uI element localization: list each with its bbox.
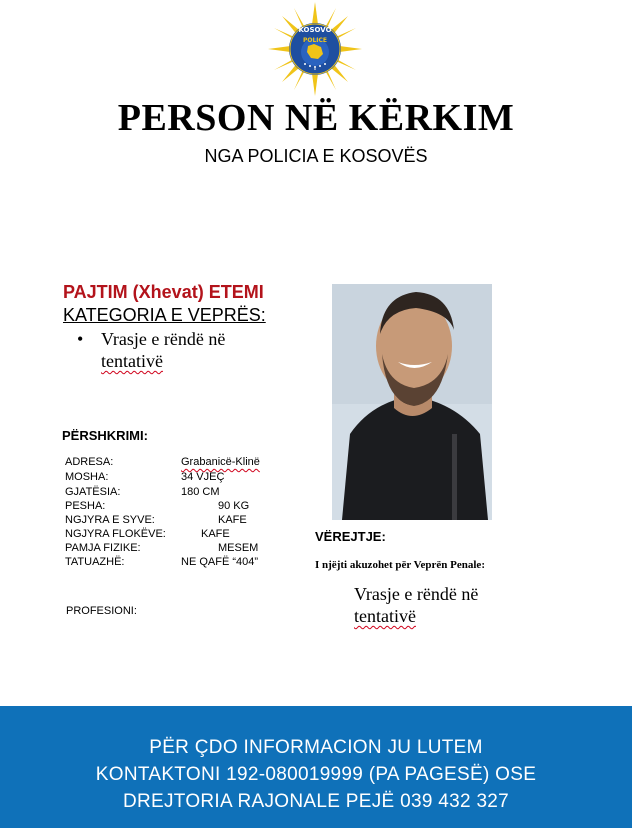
row-value: 34 VJEÇ — [181, 471, 225, 483]
row-label: NGJYRA FLOKËVE: — [65, 528, 166, 540]
row-value: NE QAFË “404” — [181, 556, 259, 568]
badge-mid-text: POLICE — [302, 37, 328, 44]
row-label: PAMJA FIZIKE: — [65, 542, 141, 554]
badge-top-text: KOSOVO — [298, 26, 332, 34]
person-name: PAJTIM (Xhevat) ETEMI — [63, 282, 264, 302]
profession-label: PROFESIONI: — [66, 605, 137, 617]
kosovo-police-badge-logo — [268, 2, 362, 96]
remarks-crime-line-1: Vrasje e rëndë në — [354, 584, 479, 604]
row-value: Grabanicë-Klinë — [181, 456, 260, 468]
suspect-photo — [332, 284, 492, 520]
row-value: 180 CM — [181, 486, 220, 498]
remarks-heading: VËREJTJE: — [315, 529, 386, 544]
page-subtitle: NGA POLICIA E KOSOVËS — [204, 146, 428, 166]
row-value: KAFE — [201, 528, 230, 540]
contact-footer — [0, 706, 632, 828]
row-label: PESHA: — [65, 500, 106, 512]
row-label: MOSHA: — [65, 471, 109, 483]
crime-category-label: KATEGORIA E VEPRËS: — [63, 305, 266, 325]
remarks-crime — [354, 583, 524, 627]
page-title: PERSON NË KËRKIM — [117, 97, 515, 139]
row-label: TATUAZHË: — [65, 556, 125, 568]
footer-line-3: DREJTORIA RAJONALE PEJË 039 432 327 — [122, 791, 510, 812]
remarks-crime-line-2: tentativë — [354, 606, 416, 626]
footer-line-2: KONTAKTONI 192-080019999 (PA PAGESË) OSE — [95, 764, 537, 785]
row-value: 90 KG — [218, 500, 250, 512]
row-value: KAFE — [218, 514, 247, 526]
row-value: MESEM — [218, 542, 259, 554]
bullet-dot-icon: • — [77, 329, 84, 349]
footer-line-1: PËR ÇDO INFORMACION JU LUTEM — [149, 737, 483, 758]
row-label: GJATËSIA: — [65, 486, 121, 498]
row-label: ADRESA: — [65, 456, 114, 468]
description-heading: PËRSHKRIMI: — [62, 428, 148, 443]
crime-line-1: Vrasje e rëndë në — [101, 329, 226, 349]
row-label: NGJYRA E SYVE: — [65, 514, 155, 526]
remarks-note: I njëjti akuzohet për Veprën Penale: — [315, 559, 485, 571]
crime-line-2: tentativë — [101, 351, 163, 371]
